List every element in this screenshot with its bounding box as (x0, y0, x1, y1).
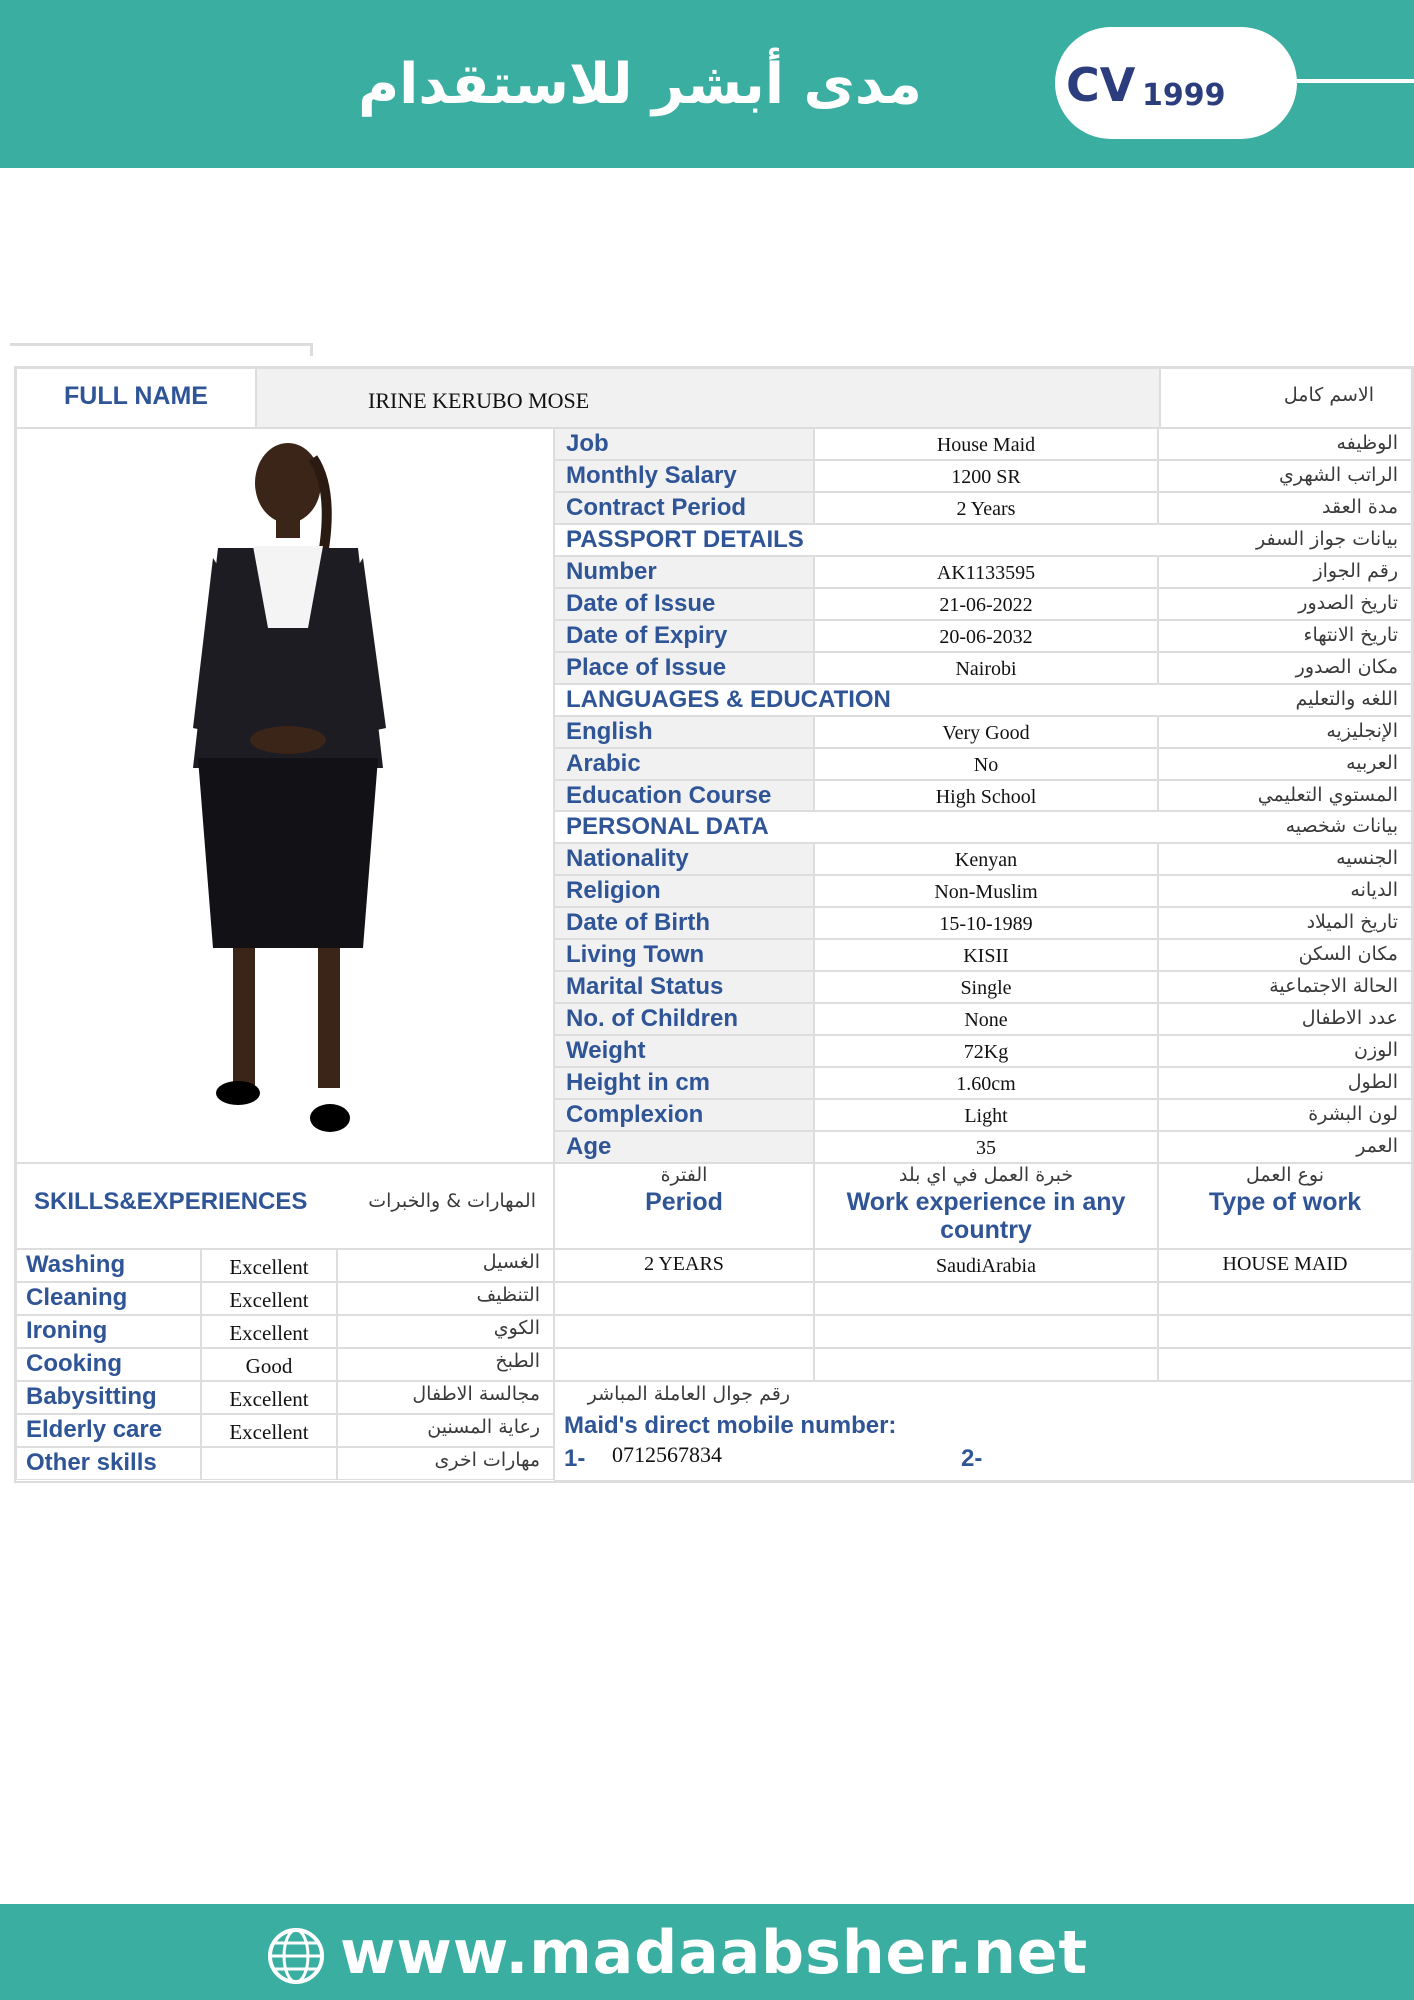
personal-label: Complexion (566, 1101, 704, 1128)
personal-ar: مكان السكن (1298, 943, 1398, 965)
personal-label: Date of Birth (566, 909, 710, 936)
mobile-label-ar: رقم جوال العاملة المباشر (587, 1383, 790, 1405)
passport-ar: مكان الصدور (1295, 656, 1398, 678)
passport-value: Nairobi (955, 658, 1017, 680)
skill-level: Excellent (229, 1255, 309, 1279)
type-header-en: Type of work (1208, 1188, 1362, 1216)
language-value: High School (935, 786, 1037, 808)
experience-period-cell (554, 1282, 814, 1315)
skill-label: Washing (26, 1251, 126, 1278)
personal-value: Kenyan (954, 849, 1018, 871)
full-name-label: FULL NAME (64, 382, 208, 410)
language-label: Education Course (566, 782, 772, 809)
personal-value: 15-10-1989 (939, 913, 1033, 935)
skill-label: Other skills (26, 1449, 157, 1476)
experience-period-cell (554, 1348, 814, 1381)
mobile-1-number: 0712567834 (612, 1442, 722, 1467)
skills-heading-ar: المهارات & والخبرات (368, 1190, 536, 1212)
personal-label: No. of Children (566, 1005, 738, 1032)
skill-label: Ironing (26, 1317, 108, 1344)
personal-ar: عدد الاطفال (1301, 1007, 1398, 1029)
skill-ar: الكوي (493, 1317, 540, 1339)
language-ar: العربيه (1346, 752, 1398, 774)
header-bar (0, 0, 1414, 168)
detail-value: 1200 SR (951, 466, 1021, 488)
passport-ar: تاريخ الانتهاء (1303, 624, 1398, 646)
globe-icon (266, 1926, 326, 1986)
skill-ar: رعاية المسنين (427, 1416, 540, 1438)
detail-ar: الراتب الشهري (1279, 464, 1398, 486)
language-label: Arabic (566, 750, 641, 777)
footer-bar (0, 1904, 1414, 2000)
passport-heading-en: PASSPORT DETAILS (566, 526, 804, 553)
personal-label: Weight (566, 1037, 646, 1064)
skill-ar: مجالسة الاطفال (412, 1383, 540, 1405)
experience-country-cell (814, 1348, 1158, 1381)
detail-ar: مدة العقد (1322, 496, 1398, 518)
full-name-value: IRINE KERUBO MOSE (368, 388, 590, 413)
experience-type-cell (1158, 1348, 1412, 1381)
detail-label: Contract Period (566, 494, 747, 521)
personal-value: Single (960, 977, 1012, 999)
personal-label: Age (566, 1133, 612, 1160)
skill-level: Excellent (229, 1321, 309, 1345)
detail-ar: الوظيفه (1336, 432, 1398, 454)
passport-label: Place of Issue (566, 654, 727, 681)
skill-level: Excellent (229, 1288, 309, 1312)
website-link[interactable]: www.madaabsher.net (340, 1918, 1089, 1988)
passport-label: Date of Issue (566, 590, 716, 617)
personal-heading-ar: بيانات شخصيه (1285, 815, 1398, 837)
languages-heading-en: LANGUAGES & EDUCATION (566, 686, 891, 713)
skill-ar: التنظيف (476, 1284, 540, 1306)
skill-label: Cooking (26, 1350, 122, 1377)
skill-ar: الغسيل (482, 1251, 540, 1273)
country-header-ar: خبرة العمل في اي بلد (898, 1164, 1074, 1186)
language-value: No (973, 754, 999, 776)
passport-value: 21-06-2022 (939, 594, 1033, 616)
personal-label: Marital Status (566, 973, 724, 1000)
skill-ar: مهارات اخرى (434, 1449, 540, 1471)
passport-ar: تاريخ الصدور (1298, 592, 1398, 614)
passport-heading-ar: بيانات جواز السفر (1256, 528, 1398, 550)
passport-value: 20-06-2032 (939, 626, 1033, 648)
company-title: مدى أبشر للاستقدام (358, 52, 922, 117)
experience-period-cell (554, 1315, 814, 1348)
cv-label: CV (1066, 58, 1136, 112)
skill-label: Elderly care (26, 1416, 163, 1443)
personal-label: Living Town (566, 941, 705, 968)
mobile-label-en: Maid's direct mobile number: (564, 1412, 897, 1439)
experience-type: HOUSE MAID (1222, 1253, 1348, 1275)
cv-badge (1055, 27, 1297, 139)
personal-ar: العمر (1356, 1135, 1398, 1157)
personal-label: Height in cm (566, 1069, 711, 1096)
personal-value: 1.60cm (956, 1073, 1016, 1095)
experience-type-cell (1158, 1282, 1412, 1315)
passport-value: AK1133595 (936, 562, 1036, 584)
personal-ar: الوزن (1353, 1039, 1398, 1061)
personal-ar: تاريخ الميلاد (1306, 911, 1398, 933)
personal-label: Nationality (566, 845, 689, 872)
experience-period: 2 YEARS (644, 1253, 724, 1275)
language-ar: المستوي التعليمي (1257, 784, 1398, 806)
personal-heading-en: PERSONAL DATA (566, 813, 769, 840)
detail-value: 2 Years (956, 498, 1016, 520)
detail-label: Job (566, 430, 609, 457)
passport-ar: رقم الجواز (1313, 560, 1398, 582)
experience-type-cell (1158, 1315, 1412, 1348)
personal-ar: لون البشرة (1308, 1103, 1398, 1125)
skill-label: Babysitting (26, 1383, 157, 1410)
personal-value: Light (964, 1105, 1008, 1127)
decorative-stub (10, 343, 313, 356)
personal-value: KISII (963, 945, 1009, 967)
personal-value: Non-Muslim (934, 881, 1038, 903)
skill-level-cell (201, 1447, 337, 1480)
type-header-ar: نوع العمل (1245, 1164, 1325, 1186)
mobile-2-label: 2- (961, 1445, 983, 1472)
personal-label: Religion (566, 877, 661, 904)
personal-value: None (964, 1009, 1008, 1031)
country-header-en: Work experience in any country (846, 1188, 1126, 1244)
detail-label: Monthly Salary (566, 462, 737, 489)
header-rule (1297, 79, 1414, 83)
language-label: English (566, 718, 653, 745)
language-value: Very Good (942, 722, 1030, 744)
experience-country: SaudiArabia (936, 1255, 1036, 1277)
personal-ar: الجنسيه (1336, 847, 1398, 869)
mobile-1-label: 1- (564, 1445, 586, 1472)
personal-ar: الحالة الاجتماعية (1269, 975, 1398, 997)
personal-value: 35 (976, 1137, 996, 1159)
experience-country-cell (814, 1282, 1158, 1315)
skills-heading-en: SKILLS&EXPERIENCES (34, 1188, 308, 1215)
skill-level: Good (245, 1354, 293, 1378)
experience-country-cell (814, 1315, 1158, 1348)
skill-ar: الطبخ (495, 1350, 540, 1372)
languages-heading-ar: اللغه والتعليم (1295, 688, 1398, 710)
skill-level: Excellent (229, 1420, 309, 1444)
photo-cell (16, 428, 554, 1163)
language-ar: الإنجليزيه (1326, 720, 1398, 742)
passport-label: Number (566, 558, 657, 585)
period-header-ar: الفترة (660, 1164, 708, 1186)
personal-value: 72Kg (963, 1041, 1009, 1063)
personal-ar: الطول (1347, 1071, 1398, 1093)
cv-number: 1999 (1142, 78, 1226, 113)
skill-level: Excellent (229, 1387, 309, 1411)
period-header-en: Period (645, 1188, 723, 1216)
skill-label: Cleaning (26, 1284, 128, 1311)
cv-table (14, 366, 1414, 1483)
passport-label: Date of Expiry (566, 622, 728, 649)
detail-value: House Maid (936, 434, 1036, 456)
full-name-ar: الاسم كامل (1283, 384, 1374, 406)
personal-ar: الديانه (1350, 879, 1398, 901)
